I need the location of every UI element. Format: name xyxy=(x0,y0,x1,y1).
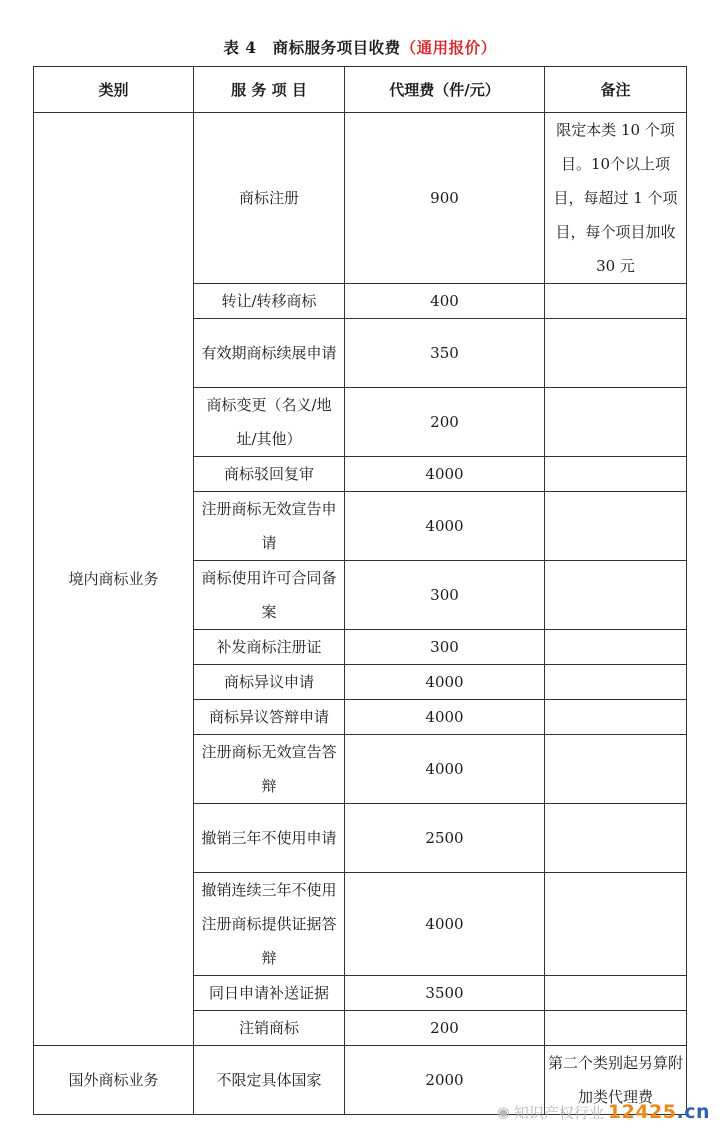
service-item: 撤销连续三年不使用注册商标提供证据答辩 xyxy=(194,873,345,976)
fee-value: 900 xyxy=(345,113,545,284)
fee-value: 400 xyxy=(345,284,545,319)
remark-cell xyxy=(545,1011,687,1046)
logo-suffix: .cn xyxy=(676,1101,710,1123)
remark-cell: 第二个类别起另算附加类代理费 xyxy=(545,1046,687,1115)
service-item: 转让/转移商标 xyxy=(194,284,345,319)
fee-value: 4000 xyxy=(345,873,545,976)
remark-cell: 限定本类 10 个项目。10个以上项目，每超过 1 个项目，每个项目加收 30 元 xyxy=(545,113,687,284)
table-title-highlight: （通用报价） xyxy=(400,38,497,57)
remark-cell xyxy=(545,630,687,665)
fee-value: 350 xyxy=(345,319,545,388)
service-item: 注册商标无效宣告答辩 xyxy=(194,735,345,804)
remark-cell xyxy=(545,388,687,457)
service-item: 撤销三年不使用申请 xyxy=(194,804,345,873)
remark-cell xyxy=(545,804,687,873)
service-item: 商标使用许可合同备案 xyxy=(194,561,345,630)
fee-value: 4000 xyxy=(345,457,545,492)
service-item: 同日申请补送证据 xyxy=(194,976,345,1011)
fee-value: 200 xyxy=(345,1011,545,1046)
remark-cell xyxy=(545,873,687,976)
service-item: 有效期商标续展申请 xyxy=(194,319,345,388)
service-item: 商标驳回复审 xyxy=(194,457,345,492)
remark-cell xyxy=(545,492,687,561)
fee-value: 2500 xyxy=(345,804,545,873)
fee-table xyxy=(33,66,687,1115)
remark-cell xyxy=(545,457,687,492)
watermark-text: 知识产权行业 xyxy=(513,1103,604,1122)
service-item: 补发商标注册证 xyxy=(194,630,345,665)
remark-cell xyxy=(545,665,687,700)
service-item: 商标异议申请 xyxy=(194,665,345,700)
fee-value: 300 xyxy=(345,630,545,665)
header-fee: 代理费（件/元） xyxy=(345,67,545,113)
remark-cell xyxy=(545,284,687,319)
fee-value: 4000 xyxy=(345,735,545,804)
fee-value: 4000 xyxy=(345,665,545,700)
fee-value: 2000 xyxy=(345,1046,545,1115)
logo-digits: 12425 xyxy=(607,1101,677,1123)
fee-value: 4000 xyxy=(345,492,545,561)
fee-value: 4000 xyxy=(345,700,545,735)
fee-value: 3500 xyxy=(345,976,545,1011)
table-row xyxy=(34,113,687,284)
remark-cell xyxy=(545,735,687,804)
header-remark: 备注 xyxy=(545,67,687,113)
service-item: 商标异议答辩申请 xyxy=(194,700,345,735)
header-row xyxy=(34,67,687,113)
service-item: 商标注册 xyxy=(194,113,345,284)
fee-value: 200 xyxy=(345,388,545,457)
remark-cell xyxy=(545,561,687,630)
remark-cell xyxy=(545,700,687,735)
watermark xyxy=(497,1101,710,1123)
table-title xyxy=(0,36,720,58)
domestic-category: 境内商标业务 xyxy=(34,113,194,1046)
fee-value: 300 xyxy=(345,561,545,630)
foreign-category: 国外商标业务 xyxy=(34,1046,194,1115)
service-item: 注册商标无效宣告申请 xyxy=(194,492,345,561)
wechat-icon: ◉ xyxy=(496,1103,510,1121)
remark-cell xyxy=(545,976,687,1011)
remark-cell xyxy=(545,319,687,388)
site-logo xyxy=(608,1101,710,1123)
table-title-text: 表 4 商标服务项目收费 xyxy=(223,38,401,57)
service-item: 不限定具体国家 xyxy=(194,1046,345,1115)
header-category: 类别 xyxy=(34,67,194,113)
service-item: 注销商标 xyxy=(194,1011,345,1046)
service-item: 商标变更（名义/地址/其他） xyxy=(194,388,345,457)
header-service: 服 务 项 目 xyxy=(194,67,345,113)
